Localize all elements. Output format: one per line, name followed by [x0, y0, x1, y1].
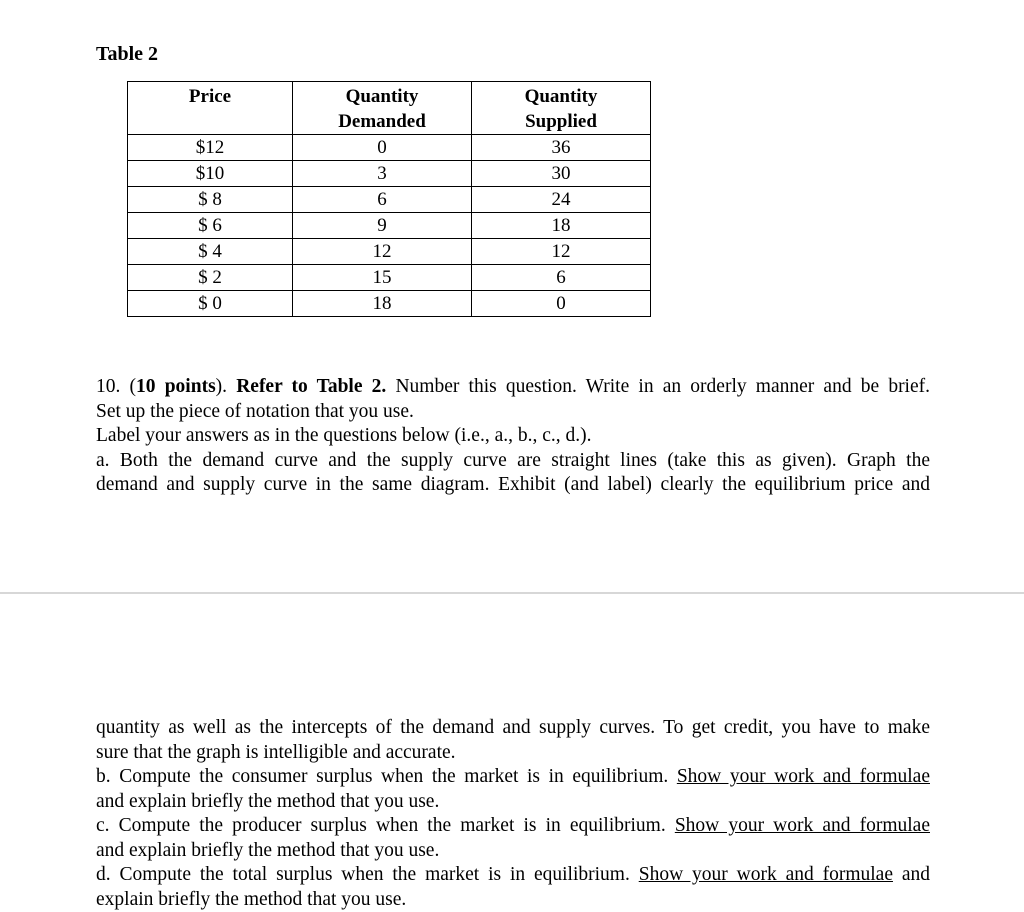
question-b-line-1: b. Compute the consumer surplus when the market is in equilibrium. Show your work and formulae [96, 765, 930, 790]
table-row [128, 161, 651, 187]
table-title: Table 2 [96, 42, 158, 66]
question-c-line-2: and explain briefly the method that you use. [96, 839, 930, 864]
question-a-line-4: sure that the graph is intelligible and accurate. [96, 741, 930, 766]
cell-quantity-supplied: 24 [472, 187, 651, 213]
question-d-line-2: explain briefly the method that you use. [96, 888, 930, 912]
cell-quantity-demanded: 3 [293, 161, 472, 187]
question-header-line: 10. (10 points). Refer to Table 2. Number this question. Write in an orderly manner and be brief. [96, 375, 930, 400]
cell-quantity-demanded: 12 [293, 239, 472, 265]
header-quantity-demanded: Quantity Demanded [293, 82, 472, 135]
cell-quantity-demanded: 18 [293, 291, 472, 317]
table-header-row [128, 82, 651, 135]
question-a-line-1: a. Both the demand curve and the supply curve are straight lines (take this as given). Graph the [96, 449, 930, 474]
show-work-underlined: Show your work and formulae [677, 766, 930, 787]
cell-quantity-supplied: 6 [472, 265, 651, 291]
table-row [128, 213, 651, 239]
cell-price: $12 [128, 135, 293, 161]
table-row [128, 291, 651, 317]
cell-quantity-supplied: 18 [472, 213, 651, 239]
question-a-line-2: demand and supply curve in the same diagram. Exhibit (and label) clearly the equilibrium price and [96, 473, 930, 498]
table-row [128, 187, 651, 213]
cell-price: $ 2 [128, 265, 293, 291]
cell-quantity-demanded: 9 [293, 213, 472, 239]
table-row [128, 239, 651, 265]
table-row [128, 265, 651, 291]
header-quantity-supplied: Quantity Supplied [472, 82, 651, 135]
question-a-line-3: quantity as well as the intercepts of the demand and supply curves. To get credit, you have to make [96, 716, 930, 741]
cell-quantity-supplied: 36 [472, 135, 651, 161]
cell-price: $10 [128, 161, 293, 187]
header-price: Price [128, 82, 293, 135]
show-work-underlined: Show your work and formulae [639, 864, 893, 885]
cell-quantity-supplied: 0 [472, 291, 651, 317]
question-notation-line: Set up the piece of notation that you use. [96, 400, 930, 425]
question-d-line-1: d. Compute the total surplus when the market is in equilibrium. Show your work and formulae and [96, 863, 930, 888]
cell-price: $ 0 [128, 291, 293, 317]
cell-quantity-supplied: 30 [472, 161, 651, 187]
show-work-underlined: Show your work and formulae [675, 815, 930, 836]
question-continuation-text [96, 716, 930, 912]
document-page-2 [0, 594, 1024, 907]
cell-quantity-demanded: 15 [293, 265, 472, 291]
cell-price: $ 4 [128, 239, 293, 265]
table-row [128, 135, 651, 161]
question-10-text [96, 375, 930, 498]
cell-quantity-supplied: 12 [472, 239, 651, 265]
cell-quantity-demanded: 0 [293, 135, 472, 161]
cell-price: $ 8 [128, 187, 293, 213]
question-c-line-1: c. Compute the producer surplus when the market is in equilibrium. Show your work and formulae [96, 814, 930, 839]
supply-demand-table [127, 81, 651, 317]
question-b-line-2: and explain briefly the method that you use. [96, 790, 930, 815]
cell-price: $ 6 [128, 213, 293, 239]
cell-quantity-demanded: 6 [293, 187, 472, 213]
question-label-line: Label your answers as in the questions below (i.e., a., b., c., d.). [96, 424, 930, 449]
